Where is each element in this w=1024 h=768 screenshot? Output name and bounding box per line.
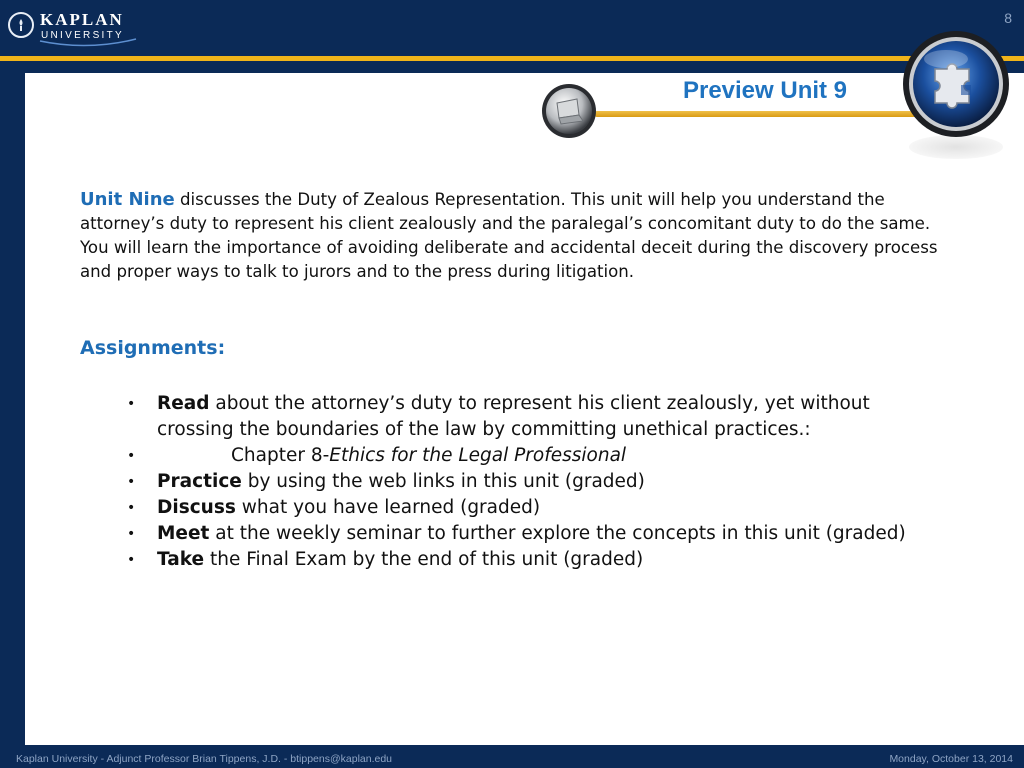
slide-number: 8 — [1004, 10, 1012, 26]
puzzle-reflection — [909, 135, 1003, 159]
list-item — [127, 391, 927, 443]
bullet-icon: • — [127, 526, 136, 542]
list-item — [127, 469, 927, 495]
bullet-keyword: Take — [157, 549, 205, 570]
list-item — [127, 495, 927, 521]
torch-seal-icon — [8, 12, 34, 38]
footer-band — [0, 745, 1024, 768]
bullet-text: the Final Exam by the end of this unit (graded) — [204, 549, 644, 570]
list-item — [127, 521, 927, 547]
slide-title: Preview Unit 9 — [682, 77, 848, 104]
logo-swoosh-icon — [38, 37, 138, 49]
list-item — [127, 443, 927, 469]
slide-content — [25, 73, 1024, 745]
assignments-list — [127, 391, 927, 573]
logo-subtitle: UNIVERSITY — [41, 30, 125, 41]
bullet-icon: • — [127, 552, 136, 568]
bullet-text: Chapter 8- — [231, 445, 330, 466]
bullet-icon: • — [127, 396, 136, 412]
bullet-icon: • — [127, 448, 136, 464]
header-band — [0, 0, 1024, 56]
bullet-icon: • — [127, 500, 136, 516]
assignments-heading: Assignments: — [80, 337, 226, 359]
bullet-icon: • — [127, 474, 136, 490]
footer-author: Kaplan University - Adjunct Professor Brian Tippens, J.D. - btippens@kaplan.edu — [16, 753, 393, 765]
kaplan-logo — [8, 6, 138, 50]
bullet-keyword: Discuss — [157, 497, 236, 518]
laptop-icon — [539, 81, 599, 141]
puzzle-icon — [901, 29, 1011, 139]
bullet-text: what you have learned (graded) — [235, 497, 541, 518]
bullet-text: at the weekly seminar to further explore the concepts in this unit (graded) — [209, 523, 906, 544]
intro-text: discusses the Duty of Zealous Representation. This unit will help you understand the attorney’s duty to represent his client zealously and the paralegal’s concomitant duty to do the same. You will learn the importance of avoiding deliberate and accidental deceit during the discovery process and proper ways to talk to jurors and to the press during litigation. — [80, 190, 938, 281]
intro-paragraph — [80, 188, 950, 284]
bullet-text: about the attorney’s duty to represent his client zealously, yet without crossing the boundaries of the law by committing unethical practices.: — [157, 393, 870, 440]
bullet-keyword: Read — [157, 393, 210, 414]
book-title: Ethics for the Legal Professional — [329, 445, 627, 466]
header-underband — [0, 61, 1024, 73]
intro-lead: Unit Nine — [80, 189, 175, 210]
title-underline-bar — [595, 111, 945, 117]
list-item — [127, 547, 927, 573]
bullet-keyword: Practice — [157, 471, 242, 492]
bullet-text: by using the web links in this unit (graded) — [241, 471, 645, 492]
footer-date: Monday, October 13, 2014 — [889, 753, 1013, 765]
logo-name: KAPLAN — [40, 10, 124, 29]
bullet-keyword: Meet — [157, 523, 210, 544]
